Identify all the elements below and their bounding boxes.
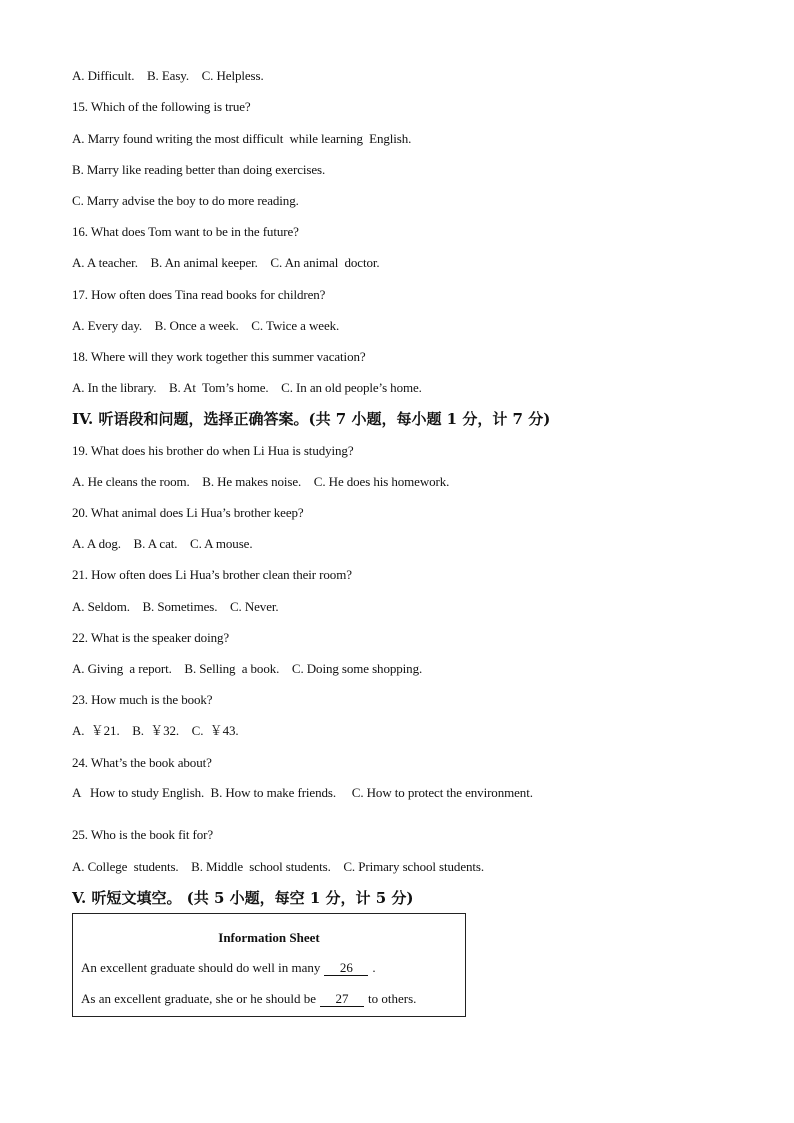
information-sheet-box	[72, 913, 466, 1017]
question-18: 18. Where will they work together this summer vacation?	[72, 349, 366, 364]
option-line-21: A. Seldom. B. Sometimes. C. Never.	[72, 599, 279, 614]
option-line-23: A. ￥21. B. ￥32. C. ￥43.	[72, 723, 239, 738]
info-line-1-text: An excellent graduate should do well in many	[81, 960, 321, 975]
option-line-17: A. Every day. B. Once a week. C. Twice a week.	[72, 318, 340, 333]
option-line-15a: A. Marry found writing the most difficult while learning English.	[72, 131, 412, 146]
option-line-24: A How to study English. B. How to make friends. C. How to protect the environment.	[72, 785, 533, 800]
question-19: 19. What does his brother do when Li Hua is studying?	[72, 443, 354, 458]
question-15: 15. Which of the following is true?	[72, 99, 251, 114]
info-line-1-end: .	[372, 960, 376, 975]
question-25: 25. Who is the book fit for?	[72, 827, 214, 842]
option-line-18: A. In the library. B. At Tom’s home. C. In an old people’s home.	[72, 380, 422, 395]
option-line-19: A. He cleans the room. B. He makes noise. C. He does his homework.	[72, 474, 450, 489]
option-line-22: A. Giving a report. B. Selling a book. C. Doing some shopping.	[72, 661, 423, 676]
option-line-14: A. Difficult. B. Easy. C. Helpless.	[72, 68, 264, 83]
option-line-25: A. College students. B. Middle school students. C. Primary school students.	[72, 859, 485, 874]
question-21: 21. How often does Li Hua’s brother clean their room?	[72, 567, 352, 582]
info-line-2-text: As an excellent graduate, she or he should be	[81, 991, 317, 1006]
info-line-1	[81, 960, 376, 976]
option-line-15c: C. Marry advise the boy to do more reading.	[72, 193, 299, 208]
section-4-heading: IV. 听语段和问题，选择正确答案。(共 7 小题，每小题 1 分，计 7 分)	[72, 410, 551, 428]
blank-27[interactable]: 27	[320, 992, 364, 1007]
question-17: 17. How often does Tina read books for children?	[72, 287, 326, 302]
information-sheet-title: Information Sheet	[218, 930, 320, 945]
question-22: 22. What is the speaker doing?	[72, 630, 230, 645]
question-20: 20. What animal does Li Hua’s brother keep?	[72, 505, 304, 520]
question-23: 23. How much is the book?	[72, 692, 213, 707]
option-line-20: A. A dog. B. A cat. C. A mouse.	[72, 536, 253, 551]
info-line-2-end: to others.	[368, 991, 417, 1006]
section-5-heading: V. 听短文填空。 (共 5 小题，每空 1 分，计 5 分)	[72, 889, 414, 907]
question-16: 16. What does Tom want to be in the future?	[72, 224, 299, 239]
question-24: 24. What’s the book about?	[72, 755, 212, 770]
blank-26[interactable]: 26	[324, 961, 368, 976]
option-line-15b: B. Marry like reading better than doing exercises.	[72, 162, 326, 177]
info-line-2	[81, 991, 416, 1007]
option-line-16: A. A teacher. B. An animal keeper. C. An animal doctor.	[72, 255, 380, 270]
